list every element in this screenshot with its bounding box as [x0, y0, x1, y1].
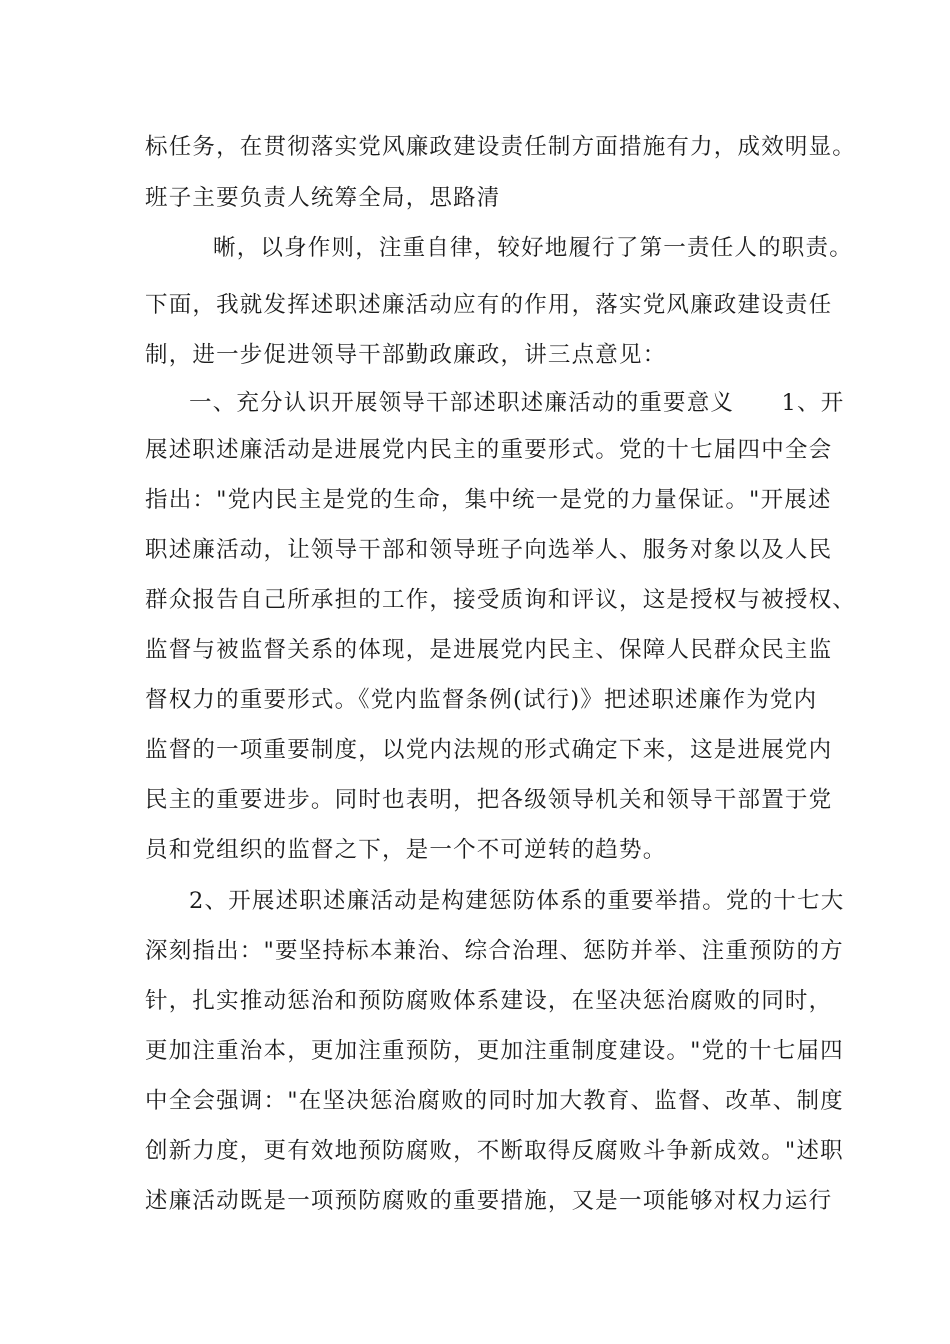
text-line: 班子主要负责人统筹全局，思路清 — [145, 185, 501, 211]
text-line: 督权力的重要形式。《党内监督条例(试行)》把述职述廉作为党内 — [145, 687, 818, 713]
text-line: 下面，我就发挥述职述廉活动应有的作用，落实党风廉政建设责任 — [145, 292, 833, 318]
text-line: 标任务，在贯彻落实党风廉政建设责任制方面措施有力，成效明显。 — [145, 134, 857, 160]
text-line: 员和党组织的监督之下，是一个不可逆转的趋势。 — [145, 837, 667, 863]
text-line: 晰，以身作则，注重自律，较好地履行了第一责任人的职责。 — [213, 235, 853, 261]
text-line: 群众报告自己所承担的工作，接受质询和评议，这是授权与被授权、 — [145, 587, 857, 613]
text-line: 针，扎实推动惩治和预防腐败体系建设，在坚决惩治腐败的同时， — [145, 988, 833, 1014]
text-line: 深刻指出："要坚持标本兼治、综合治理、惩防并举、注重预防的方 — [145, 938, 844, 964]
text-line: 监督的一项重要制度，以党内法规的形式确定下来，这是进展党内 — [145, 737, 833, 763]
text-line: 2、开展述职述廉活动是构建惩防体系的重要举措。党的十七大 — [189, 888, 845, 914]
text-line: 中全会强调："在坚决惩治腐败的同时加大教育、监督、改革、制度 — [145, 1088, 844, 1114]
text-line: 监督与被监督关系的体现，是进展党内民主、保障人民群众民主监 — [145, 637, 833, 663]
text-line: 制，进一步促进领导干部勤政廉政，讲三点意见： — [145, 342, 667, 368]
text-line: 职述廉活动，让领导干部和领导班子向选举人、服务对象以及人民 — [145, 537, 833, 563]
text-line: 创新力度，更有效地预防腐败，不断取得反腐败斗争新成效。"述职 — [145, 1138, 844, 1164]
text-line: 民主的重要进步。同时也表明，把各级领导机关和领导干部置于党 — [145, 787, 833, 813]
text-line: 一、充分认识开展领导干部述职述廉活动的重要意义 1、开 — [189, 390, 845, 416]
text-line: 述廉活动既是一项预防腐败的重要措施，又是一项能够对权力运行 — [145, 1188, 833, 1214]
text-line: 展述职述廉活动是进展党内民主的重要形式。党的十七届四中全会 — [145, 437, 833, 463]
text-line: 指出："党内民主是党的生命，集中统一是党的力量保证。"开展述 — [145, 487, 832, 513]
text-line: 更加注重治本，更加注重预防，更加注重制度建设。"党的十七届四 — [145, 1038, 844, 1064]
